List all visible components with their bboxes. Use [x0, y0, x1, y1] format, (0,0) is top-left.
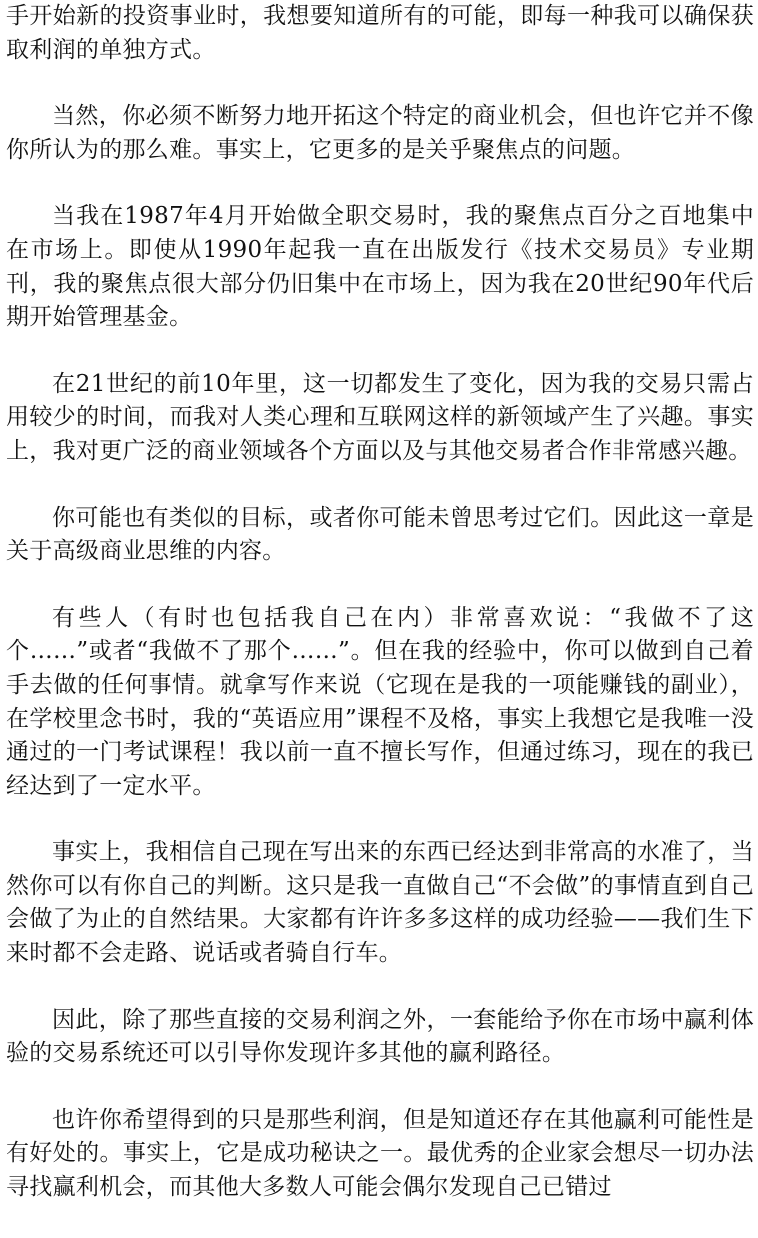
paragraph: 因此，除了那些直接的交易利润之外，一套能给予你在市场中赢利体验的交易系统还可以引导你发现许多其他的赢利路径。: [6, 1006, 754, 1067]
paragraph: 事实上，我相信自己现在写出来的东西已经达到非常高的水准了，当然你可以有你自己的判断。这只是我一直做自己“不会做”的事情直到自己会做了为止的自然结果。大家都有许许多多这样的成功经验——我们生下来时都不会走路、说话或者骑自行车。: [6, 839, 754, 967]
paragraph: 当我在1987年4月开始做全职交易时，我的聚焦点百分之百地集中在市场上。即使从1990年起我一直在出版发行《技术交易员》专业期刊，我的聚焦点很大部分仍旧集中在市场上，因为我在20世纪90年代后期开始管理基金。: [6, 203, 754, 331]
paragraph: 手开始新的投资事业时，我想要知道所有的可能，即每一种我可以确保获取利润的单独方式。: [6, 3, 754, 63]
paragraph: 在21世纪的前10年里，这一切都发生了变化，因为我的交易只需占用较少的时间，而我对人类心理和互联网这样的新领域产生了兴趣。事实上，我对更广泛的商业领域各个方面以及与其他交易者合作非常感兴趣。: [6, 370, 754, 464]
paragraph: 当然，你必须不断努力地开拓这个特定的商业机会，但也许它并不像你所认为的那么难。事实上，它更多的是关乎聚焦点的问题。: [6, 103, 754, 163]
paragraph: 也许你希望得到的只是那些利润，但是知道还存在其他赢利可能性是有好处的。事实上，它是成功秘诀之一。最优秀的企业家会想尽一切办法寻找赢利机会，而其他大多数人可能会偶尔发现自己已错过: [6, 1106, 754, 1201]
document-page: [6, 0, 754, 1238]
paragraph: 你可能也有类似的目标，或者你可能未曾思考过它们。因此这一章是关于高级商业思维的内容。: [6, 504, 754, 565]
paragraph: 有些人（有时也包括我自己在内）非常喜欢说：“我做不了这个……”或者“我做不了那个……”。但在我的经验中，你可以做到自己着手去做的任何事情。就拿写作来说（它现在是我的一项能赚钱的副业），在学校里念书时，我的“英语应用”课程不及格，事实上我想它是我唯一没通过的一门考试课程！我以前一直不擅长写作，但通过练习，现在的我已经达到了一定水平。: [6, 604, 754, 799]
